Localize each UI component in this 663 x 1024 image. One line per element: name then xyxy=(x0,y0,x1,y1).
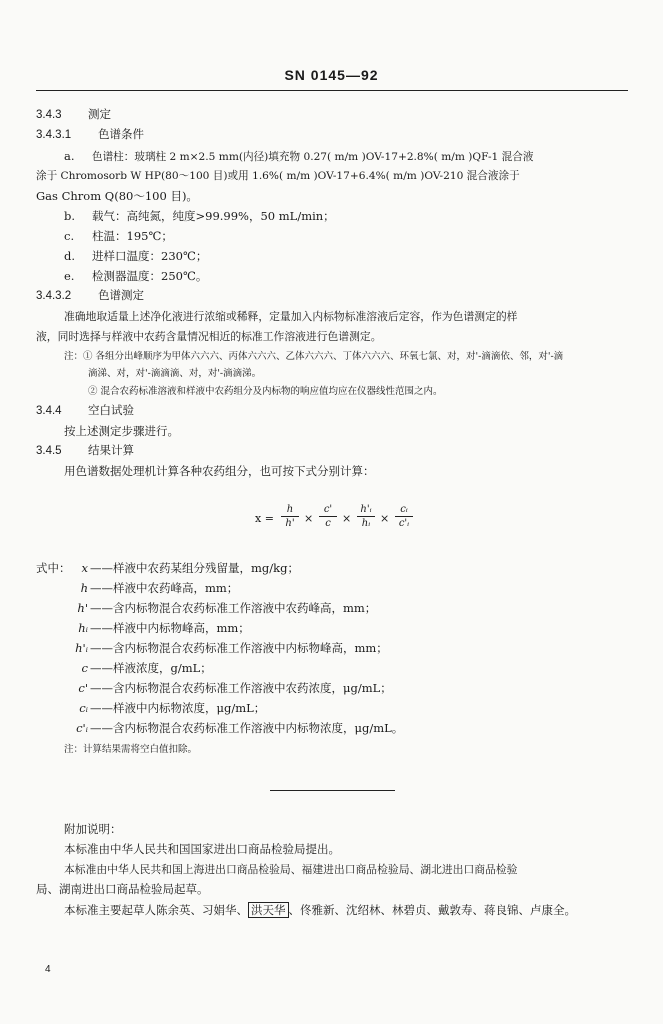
symbol: c'ᵢ xyxy=(76,721,88,735)
times-symbol: × xyxy=(304,512,314,525)
section-3-4-3-2 xyxy=(36,289,144,304)
formula-fraction xyxy=(357,503,375,530)
numerator: h xyxy=(281,503,299,517)
formula-fraction xyxy=(395,503,413,530)
symbol-description: ——样液中农药某组分残留量，mg/kg； xyxy=(90,561,299,575)
symbol-description: ——含内标物混合农药标准工作溶液中农药浓度，μg/mL； xyxy=(90,681,392,695)
condition-d xyxy=(64,249,207,264)
times-symbol: × xyxy=(380,512,390,525)
times-symbol: × xyxy=(342,512,352,525)
condition-a-line-1 xyxy=(64,149,630,165)
list-marker: a. xyxy=(64,149,75,163)
section-number: 3.4.5 xyxy=(36,445,62,457)
section-3-4-4 xyxy=(36,404,134,419)
condition-a-line-3: Gas Chrom Q(80～100 目)。 xyxy=(36,189,198,203)
condition-text: 色谱柱：玻璃柱 2 m×2.5 mm(内径)填充物 0.27( m/m )OV-17+2.8%( m/m )QF-1 混合液 xyxy=(92,151,534,163)
paragraph-line: 液，同时选择与样液中农药含量情况相近的标准工作溶液进行色谱测定。 xyxy=(36,330,382,343)
list-marker: d. xyxy=(64,249,76,263)
standard-number-header: SN 0145—92 xyxy=(284,67,379,83)
formula-lhs: x = xyxy=(255,512,274,525)
end-rule xyxy=(270,790,395,791)
symbol: cᵢ xyxy=(79,701,88,715)
symbol-description: ——含内标物混合农药标准工作溶液中农药峰高，mm； xyxy=(90,601,377,615)
symbol: h xyxy=(80,581,88,595)
symbol-description: ——样液浓度，g/mL； xyxy=(90,661,212,675)
numerator: h'ᵢ xyxy=(357,503,375,517)
note-1-continued: 滴涕、对，对'-滴滴滴、对，对'-滴滴涕。 xyxy=(88,368,262,379)
symbol-definition-row xyxy=(72,641,388,656)
section-title: 色谱条件 xyxy=(98,129,144,141)
condition-a-line-2: 涂于 Chromosorb W HP(80～100 目)或用 1.6%( m/m )OV-17+6.4%( m/m )OV-210 混合液涂于 xyxy=(36,170,520,182)
appendix-paragraph-3 xyxy=(64,903,576,918)
denominator: c xyxy=(325,518,331,529)
appendix-paragraph-1: 本标准由中华人民共和国国家进出口商品检验局提出。 xyxy=(64,842,340,856)
symbol: h'ᵢ xyxy=(75,641,88,655)
symbol-definition-row xyxy=(72,721,403,736)
symbol-definition-row xyxy=(72,681,392,696)
condition-c xyxy=(64,229,173,244)
condition-text: 进样口温度：230℃； xyxy=(92,249,208,263)
section-title: 测定 xyxy=(88,109,111,121)
section-number: 3.4.3.1 xyxy=(36,129,72,141)
section-number: 3.4.3 xyxy=(36,109,62,121)
section-title: 色谱测定 xyxy=(98,290,144,302)
symbol: h' xyxy=(77,601,88,615)
section-title: 空白试验 xyxy=(88,405,134,417)
denominator: h' xyxy=(285,518,295,529)
appendix-paragraph-2-line-2: 局、湖南进出口商品检验局起草。 xyxy=(36,882,209,896)
where-lead: 式中： xyxy=(36,561,71,575)
symbol-description: ——含内标物混合农药标准工作溶液中内标物浓度，μg/mL。 xyxy=(90,721,404,735)
paragraph-line: 按上述测定步骤进行。 xyxy=(64,424,179,438)
list-marker: b. xyxy=(64,209,76,223)
list-marker: e. xyxy=(64,269,75,283)
symbol-definition-row xyxy=(72,621,250,636)
condition-text: 柱温：195℃； xyxy=(92,229,173,243)
symbol: c' xyxy=(78,681,88,695)
note-2: ② 混合农药标准溶液和样液中农药组分及内标物的响应值均应在仪器线性范围之内。 xyxy=(88,386,443,397)
condition-e xyxy=(64,269,207,284)
symbol-definition-row xyxy=(72,601,376,616)
note-text: ① 各组分出峰顺序为甲体六六六、丙体六六六、乙体六六六、丁体六六六、环氧七氯、对，对'-滴滴依、邻，对'-滴 xyxy=(83,351,564,362)
drafters-text: 、佟雅新、沈绍林、林碧贞、戴敦寿、蒋良锦、卢康全。 xyxy=(288,903,576,917)
section-3-4-5 xyxy=(36,444,134,459)
section-title: 结果计算 xyxy=(88,445,134,457)
symbol-description: ——样液中内标物峰高，mm； xyxy=(90,621,250,635)
formula-fraction xyxy=(319,503,337,530)
symbol: hᵢ xyxy=(78,621,88,635)
section-number: 3.4.4 xyxy=(36,405,62,417)
header-rule xyxy=(36,90,628,91)
note-1 xyxy=(64,349,563,364)
paragraph-line: 准确地取适量上述净化液进行浓缩或稀释，定量加入内标物标准溶液后定容，作为色谱测定的样 xyxy=(64,310,518,323)
symbol-definition-row xyxy=(72,561,299,576)
condition-text: 载气：高纯氮，纯度>99.99%，50 mL/min； xyxy=(92,209,335,223)
calculation-note: 注：计算结果需将空白值扣除。 xyxy=(64,744,198,755)
symbol: c xyxy=(81,661,88,675)
symbol-definition-row xyxy=(72,581,238,596)
drafters-text: 本标准主要起草人陈余英、习娟华、 xyxy=(64,903,248,917)
symbol-definition-row xyxy=(72,661,212,676)
list-marker: c. xyxy=(64,229,75,243)
note-label: 注： xyxy=(64,351,84,362)
condition-text: 检测器温度：250℃。 xyxy=(92,269,208,283)
numerator: c' xyxy=(319,503,337,517)
page-number: 4 xyxy=(45,964,51,975)
appendix-paragraph-2-line-1: 本标准由中华人民共和国上海进出口商品检验局、福建进出口商品检验局、湖北进出口商品检验 xyxy=(64,863,518,876)
boxed-name: 洪天华 xyxy=(248,902,289,918)
denominator: hᵢ xyxy=(361,518,371,529)
denominator: c'ᵢ xyxy=(398,518,410,529)
symbol-description: ——样液中内标物浓度，μg/mL； xyxy=(90,701,266,715)
condition-b xyxy=(64,209,335,224)
symbol-definition-row xyxy=(72,701,265,716)
formula-fraction xyxy=(281,503,299,530)
section-number: 3.4.3.2 xyxy=(36,290,72,302)
paragraph-line: 用色谱数据处理机计算各种农药组分，也可按下式分别计算： xyxy=(64,464,375,478)
calculation-formula xyxy=(255,503,455,537)
symbol: x xyxy=(81,561,88,575)
symbol-description: ——含内标物混合农药标准工作溶液中内标物峰高，mm； xyxy=(90,641,388,655)
section-3-4-3-1 xyxy=(36,128,144,143)
section-3-4-3 xyxy=(36,108,111,123)
numerator: cᵢ xyxy=(395,503,413,517)
appendix-title: 附加说明： xyxy=(64,822,122,836)
symbol-description: ——样液中农药峰高，mm； xyxy=(90,581,239,595)
